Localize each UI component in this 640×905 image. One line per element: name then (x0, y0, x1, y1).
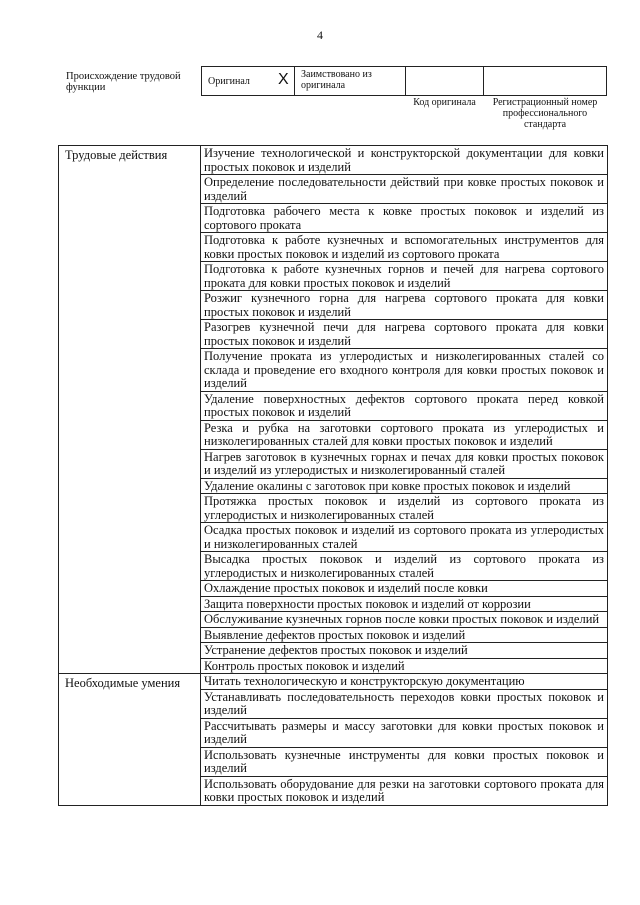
table-cell: Использовать кузнечные инструменты для ковки простых поковок и изделий (201, 747, 608, 776)
registration-number-box (483, 66, 607, 96)
origin-label: Происхождение трудовой функции (66, 71, 181, 93)
original-box (201, 66, 295, 96)
table-cell: Контроль простых поковок и изделий (201, 658, 608, 674)
original-label: Оригинал (208, 76, 250, 87)
table-cell: Удаление окалины с заготовок при ковке простых поковок и изделий (201, 478, 608, 494)
table-cell: Резка и рубка на заготовки сортового проката из углеродистых и низколегированных сталей для ковки простых поковок и изделий (201, 420, 608, 449)
table-cell: Получение проката из углеродистых и низколегированных сталей со склада и проведение его входного контроля для ковки простых поковок и изделий (201, 349, 608, 392)
table-cell: Устранение дефектов простых поковок и изделий (201, 643, 608, 659)
table-cell: Читать технологическую и конструкторскую документацию (201, 674, 608, 690)
original-mark: X (278, 71, 289, 88)
table-cell: Удаление поверхностных дефектов сортового проката перед ковкой простых поковок и изделий (201, 391, 608, 420)
table-cell: Высадка простых поковок и изделий из сортового проката из углеродистых и низколегированных сталей (201, 552, 608, 581)
table-cell: Осадка простых поковок и изделий из сортового проката из углеродистых и низколегированных сталей (201, 523, 608, 552)
table-cell: Протяжка простых поковок и изделий из сортового проката из углеродистых и низколегированных сталей (201, 494, 608, 523)
table-cell: Защита поверхности простых поковок и изделий от коррозии (201, 596, 608, 612)
table-cell: Подготовка к работе кузнечных горнов и печей для нагрева сортового проката для ковки простых поковок и изделий (201, 262, 608, 291)
borrowed-label: Заимствовано из оригинала (301, 69, 372, 91)
code-caption: Код оригинала (413, 97, 476, 108)
table-cell: Розжиг кузнечного горна для нагрева сортового проката для ковки простых поковок и изделий (201, 291, 608, 320)
table-cell: Нагрев заготовок в кузнечных горнах и печах для ковки простых поковок и изделий из углеродистых и низколегированный сталей (201, 449, 608, 478)
table-row (59, 146, 608, 175)
table-cell: Использовать оборудование для резки на заготовки сортового проката для ковки простых поковок и изделий (201, 776, 608, 805)
functions-table (58, 145, 608, 806)
section-title: Трудовые действия (59, 146, 201, 674)
table-cell: Охлаждение простых поковок и изделий после ковки (201, 581, 608, 597)
table-cell: Подготовка к работе кузнечных и вспомогательных инструментов для ковки простых поковок и изделий из сортового проката (201, 233, 608, 262)
table-cell: Обслуживание кузнечных горнов после ковки простых поковок и изделий (201, 612, 608, 628)
section-title: Необходимые умения (59, 674, 201, 806)
table-cell: Определение последовательности действий при ковке простых поковок и изделий (201, 175, 608, 204)
table-cell: Разогрев кузнечной печи для нагрева сортового проката для ковки простых поковок и изделий (201, 320, 608, 349)
borrowed-box (294, 66, 406, 96)
table-cell: Подготовка рабочего места к ковке простых поковок и изделий из сортового проката (201, 204, 608, 233)
table-row (59, 674, 608, 690)
table-cell: Выявление дефектов простых поковок и изделий (201, 627, 608, 643)
registration-caption: Регистрационный номер профессионального стандарта (492, 97, 598, 130)
page-number: 4 (317, 28, 323, 42)
original-code-box (405, 66, 484, 96)
table-cell: Устанавливать последовательность переходов ковки простых поковок и изделий (201, 689, 608, 718)
table-cell: Изучение технологической и конструкторской документации для ковки простых поковок и изделий (201, 146, 608, 175)
table-cell: Рассчитывать размеры и массу заготовки для ковки простых поковок и изделий (201, 718, 608, 747)
